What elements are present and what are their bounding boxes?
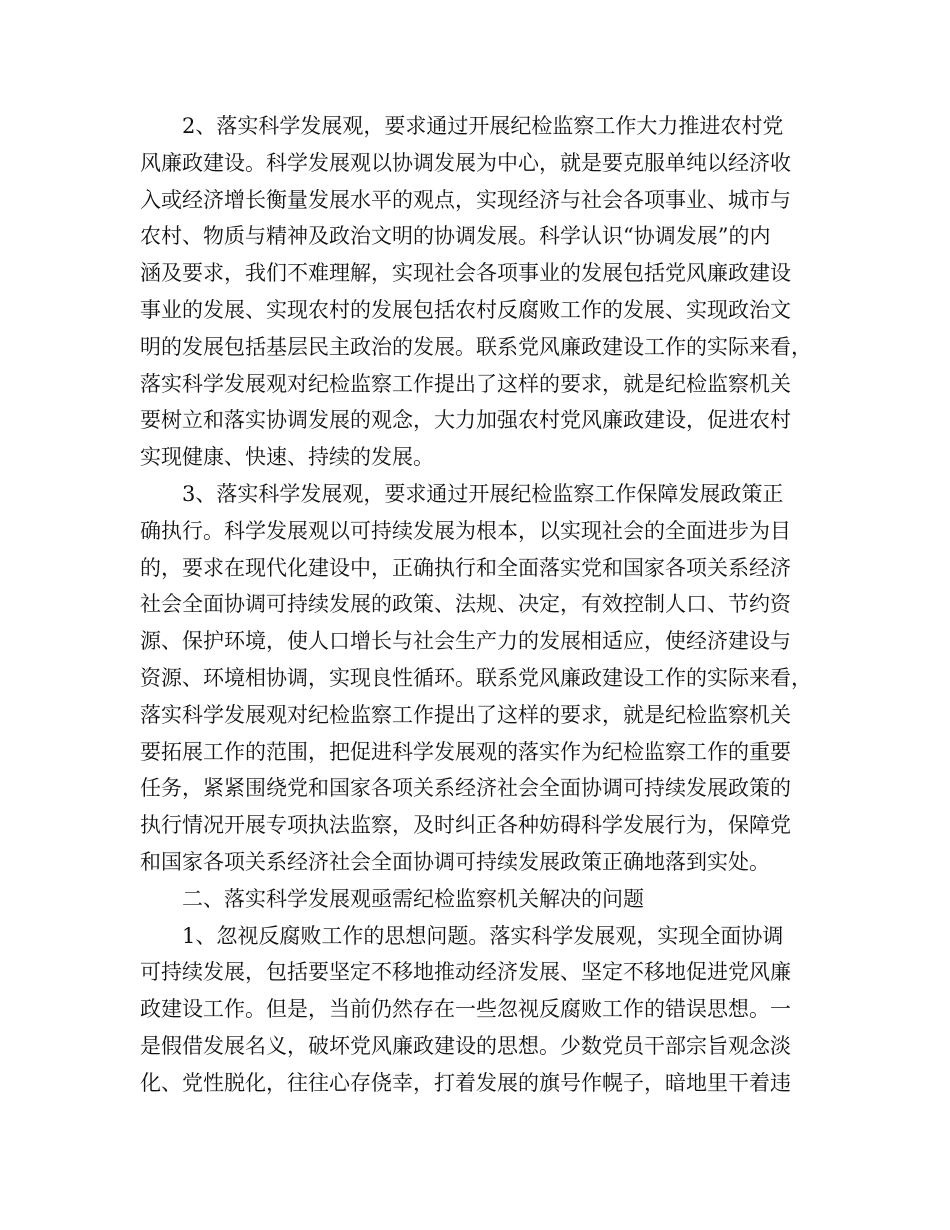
paragraph-problem-1: 1、忽视反腐败工作的思想问题。落实科学发展观，实现全面协调 可持续发展，包括要坚定不移地推动经济发展、坚定不移地促进党风廉 政建设工作。但是，当前仍然存在一些忽视反腐败工作的错误思想。一 是假借发展名义，破坏党风廉政建设的思想。少数党员干部宗旨观念淡 化、党性脱化，往往心存侥幸，打着发展的旗号作幌子，暗地里干着违 bbox=[140, 923, 791, 1095]
paragraph-point-3: 3、落实科学发展观，要求通过开展纪检监察工作保障发展政策正 确执行。科学发展观以可持续发展为根本，以实现社会的全面进步为目 的，要求在现代化建设中，正确执行和全面落实党和国家各项关系经济 社会全面协调可持续发展的政策、法规、决定，有效控制人口、节约资 源、保护环境，使人口增长与社会生产力的发展相适应，使经济建设与 资源、环境相协调，实现良性循环。联系党风廉政建设工作的实际来看， 落实科学发展观对纪检监察工作提出了这样的要求，就是纪检监察机关 要拓展工作的范围，把促进科学发展观的落实作为纪检监察工作的重要 任务，紧紧围绕党和国家各项关系经济社会全面协调可持续发展政策的 执行情况开展专项执法监察，及时纠正各种妨碍科学发展行为，保障党 和国家各项关系经济社会全面协调可持续发展政策正确地落到实处。 bbox=[140, 481, 812, 874]
paragraph-point-2: 2、落实科学发展观，要求通过开展纪检监察工作大力推进农村党 风廉政建设。科学发展观以协调发展为中心，就是要克服单纯以经济收 入或经济增长衡量发展水平的观点，实现经济与社会各项事业、城市与 农村、物质与精神及政治文明的协调发展。科学认识“协调发展”的内 涵及要求，我们不难理解，实现社会各项事业的发展包括党风廉政建设 事业的发展、实现农村的发展包括农村反腐败工作的发展、实现政治文 明的发展包括基层民主政治的发展。联系党风廉政建设工作的实际来看， 落实科学发展观对纪检监察工作提出了这样的要求，就是纪检监察机关 要树立和落实协调发展的观念，大力加强农村党风廉政建设，促进农村 实现健康、快速、持续的发展。 bbox=[140, 114, 812, 470]
section-heading-2: 二、落实科学发展观亟需纪检监察机关解决的问题 bbox=[182, 886, 644, 911]
document-body bbox=[140, 108, 820, 1102]
